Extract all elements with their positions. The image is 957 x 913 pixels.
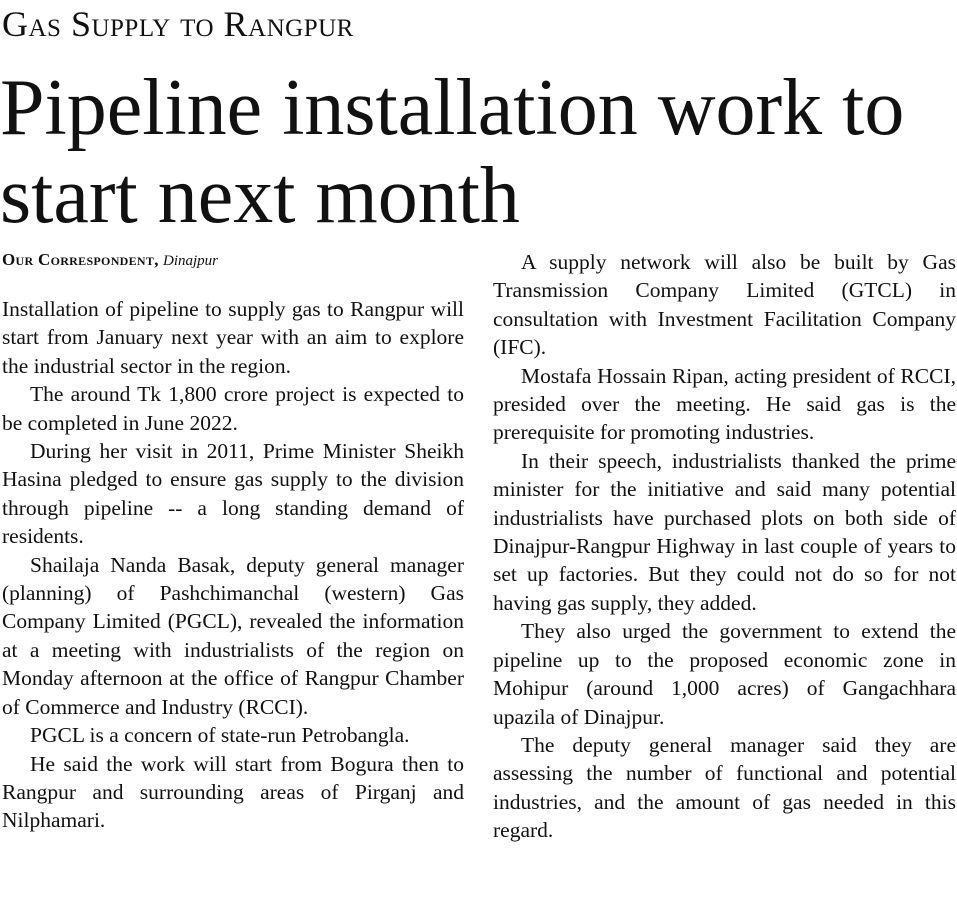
article-column-right [493, 248, 956, 845]
byline [2, 250, 218, 270]
paragraph: PGCL is a concern of state-run Petrobangla. [30, 723, 410, 748]
byline-place: Dinajpur [163, 253, 219, 269]
paragraph: He said the work will start from Bogura then to Rangpur and surrounding areas of Pirganj and Nilphamari. [2, 751, 464, 833]
paragraph: Installation of pipeline to supply gas to Rangpur will start from January next year with an aim to explore the industrial sector in the region. [2, 297, 464, 378]
paragraph: During her visit in 2011, Prime Minister Sheikh Hasina pledged to ensure gas supply to the division through pipeline -- a long standing demand of residents. [2, 439, 464, 549]
paragraph: In their speech, industrialists thanked the prime minister for the initiative and said many potential industrialists have purchased plots on both side of Dinajpur-Rangpur Highway in last couple of years to set up factories. But they could not do so for not having gas supply, they added. [493, 448, 956, 615]
headline: Pipeline installation work to start next month [0, 64, 905, 240]
paragraph: The deputy general manager said they are assessing the number of functional and potential industries, and the amount of gas needed in this regard. [493, 732, 956, 843]
kicker: Gas Supply to Rangpur [2, 4, 354, 44]
paragraph: Mostafa Hossain Ripan, acting president of RCCI, presided over the meeting. He said gas is the prerequisite for promoting industries. [493, 363, 956, 445]
paragraph: They also urged the government to extend the pipeline up to the proposed economic zone in Mohipur (around 1,000 acres) of Gangachhara upazila of Dinajpur. [493, 619, 956, 729]
paragraph: The around Tk 1,800 crore project is expected to be completed in June 2022. [2, 382, 464, 435]
paragraph: Shailaja Nanda Basak, deputy general manager (planning) of Pashchimanchal (western) Gas Company Limited (PGCL), revealed the information at a meeting with industrialists of the region on Monday afternoon at the office of Rangpur Chamber of Commerce and Industry (RCCI). [2, 552, 464, 719]
byline-name: Our Correspondent, [2, 250, 159, 269]
article-column-left [2, 295, 464, 835]
paragraph: A supply network will also be built by Gas Transmission Company Limited (GTCL) in consultation with Investment Facilitation Company (IFC). [493, 250, 956, 360]
